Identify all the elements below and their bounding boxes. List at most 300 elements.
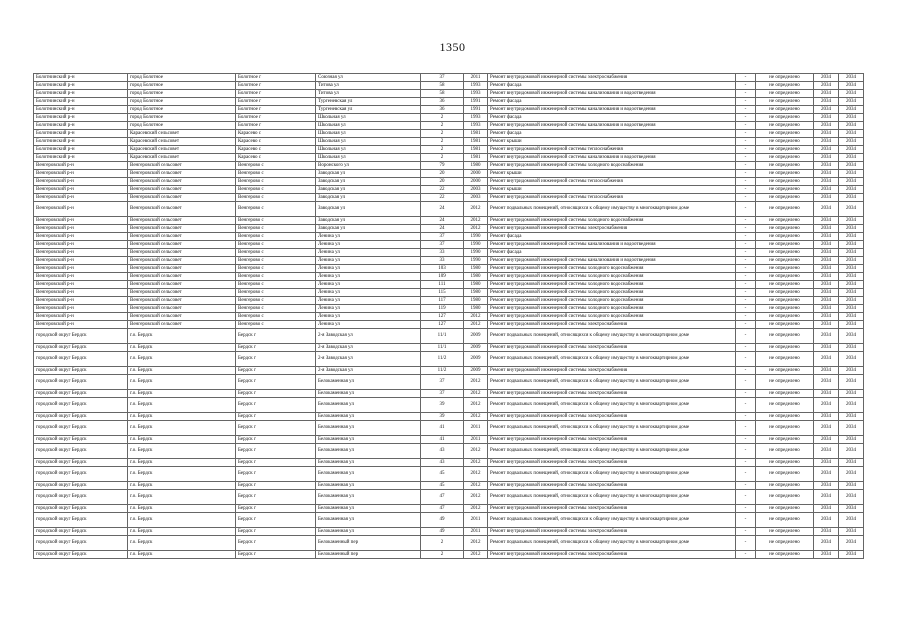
year-cell: 2000 bbox=[464, 178, 488, 186]
table-row bbox=[34, 241, 864, 249]
house-cell: 2 bbox=[421, 130, 464, 138]
year-from-cell: 2034 bbox=[814, 233, 839, 241]
municipality-cell: г.о. Бердск bbox=[128, 375, 236, 390]
year-from-cell: 2034 bbox=[814, 265, 839, 273]
dash-cell: - bbox=[736, 352, 756, 367]
street-cell: Белокаменная ул bbox=[316, 459, 421, 467]
street-cell: Ленина ул bbox=[316, 289, 421, 297]
district-cell: Венгеровский р-н bbox=[34, 321, 128, 329]
house-cell: 41 bbox=[421, 421, 464, 436]
year-from-cell: 2034 bbox=[814, 281, 839, 289]
table-row bbox=[34, 313, 864, 321]
year-to-cell: 2034 bbox=[839, 329, 864, 344]
settlement-cell: Бердск г bbox=[236, 482, 316, 490]
year-cell: 1981 bbox=[464, 138, 488, 146]
dash-cell: - bbox=[736, 321, 756, 329]
status-cell: не определено bbox=[756, 436, 814, 444]
work-type-cell: Ремонт внутридомовой инженерной системы холодного водоснабжения bbox=[488, 281, 736, 289]
work-type-cell: Ремонт внутридомовой инженерной системы холодного водоснабжения bbox=[488, 305, 736, 313]
year-to-cell: 2034 bbox=[839, 421, 864, 436]
status-cell: не определено bbox=[756, 194, 814, 202]
table-row bbox=[34, 375, 864, 390]
year-to-cell: 2034 bbox=[839, 305, 864, 313]
settlement-cell: Бердск г bbox=[236, 444, 316, 459]
table-row bbox=[34, 178, 864, 186]
settlement-cell: Венгерово с bbox=[236, 170, 316, 178]
settlement-cell: Болотное г bbox=[236, 114, 316, 122]
settlement-cell: Венгерово с bbox=[236, 273, 316, 281]
municipality-cell: Венгеровский сельсовет bbox=[128, 194, 236, 202]
page-number: 1350 bbox=[439, 40, 466, 54]
street-cell: Заводская ул bbox=[316, 194, 421, 202]
year-cell: 1980 bbox=[464, 281, 488, 289]
work-type-cell: Ремонт внутридомовой инженерной системы канализования и водоотведения bbox=[488, 241, 736, 249]
status-cell: не определено bbox=[756, 249, 814, 257]
settlement-cell: Карасево с bbox=[236, 154, 316, 162]
year-to-cell: 2034 bbox=[839, 436, 864, 444]
dash-cell: - bbox=[736, 305, 756, 313]
street-cell: Титова ул bbox=[316, 82, 421, 90]
year-from-cell: 2034 bbox=[814, 106, 839, 114]
settlement-cell: Венгерово с bbox=[236, 249, 316, 257]
municipality-cell: город Болотное bbox=[128, 106, 236, 114]
year-from-cell: 2034 bbox=[814, 459, 839, 467]
year-cell: 2012 bbox=[464, 490, 488, 505]
status-cell: не определено bbox=[756, 482, 814, 490]
house-cell: 24 bbox=[421, 225, 464, 233]
status-cell: не определено bbox=[756, 413, 814, 421]
table-row bbox=[34, 82, 864, 90]
district-cell: городской округ Бердск bbox=[34, 329, 128, 344]
district-cell: Венгеровский р-н bbox=[34, 281, 128, 289]
district-cell: Венгеровский р-н bbox=[34, 186, 128, 194]
table-row bbox=[34, 352, 864, 367]
street-cell: Школьная ул bbox=[316, 154, 421, 162]
year-from-cell: 2034 bbox=[814, 194, 839, 202]
dash-cell: - bbox=[736, 114, 756, 122]
settlement-cell: Бердск г bbox=[236, 467, 316, 482]
municipality-cell: Венгеровский сельсовет bbox=[128, 265, 236, 273]
year-cell: 1991 bbox=[464, 98, 488, 106]
street-cell: Белокаменная ул bbox=[316, 513, 421, 528]
year-from-cell: 2034 bbox=[814, 170, 839, 178]
dash-cell: - bbox=[736, 444, 756, 459]
dash-cell: - bbox=[736, 130, 756, 138]
year-to-cell: 2034 bbox=[839, 90, 864, 98]
table-row bbox=[34, 74, 864, 82]
year-from-cell: 2034 bbox=[814, 130, 839, 138]
year-from-cell: 2034 bbox=[814, 186, 839, 194]
year-from-cell: 2034 bbox=[814, 444, 839, 459]
year-cell: 1980 bbox=[464, 162, 488, 170]
district-cell: городской округ Бердск bbox=[34, 444, 128, 459]
district-cell: Венгеровский р-н bbox=[34, 217, 128, 225]
year-to-cell: 2034 bbox=[839, 82, 864, 90]
year-to-cell: 2034 bbox=[839, 225, 864, 233]
street-cell: Тургеневская ул bbox=[316, 106, 421, 114]
status-cell: не определено bbox=[756, 257, 814, 265]
table-row bbox=[34, 490, 864, 505]
year-cell: 2012 bbox=[464, 444, 488, 459]
dash-cell: - bbox=[736, 528, 756, 536]
municipality-cell: город Болотное bbox=[128, 90, 236, 98]
dash-cell: - bbox=[736, 329, 756, 344]
year-to-cell: 2034 bbox=[839, 265, 864, 273]
year-to-cell: 2034 bbox=[839, 313, 864, 321]
dash-cell: - bbox=[736, 551, 756, 559]
work-type-cell: Ремонт внутридомовой инженерной системы холодного водоснабжения bbox=[488, 265, 736, 273]
work-type-cell: Ремонт внутридомовой инженерной системы теплоснабжения bbox=[488, 178, 736, 186]
year-from-cell: 2034 bbox=[814, 490, 839, 505]
dash-cell: - bbox=[736, 289, 756, 297]
table-row bbox=[34, 194, 864, 202]
district-cell: Венгеровский р-н bbox=[34, 194, 128, 202]
municipality-cell: г.о. Бердск bbox=[128, 421, 236, 436]
year-to-cell: 2034 bbox=[839, 390, 864, 398]
district-cell: городской округ Бердск bbox=[34, 398, 128, 413]
year-to-cell: 2034 bbox=[839, 513, 864, 528]
year-cell: 1993 bbox=[464, 82, 488, 90]
year-cell: 1993 bbox=[464, 114, 488, 122]
work-type-cell: Ремонт внутридомовой инженерной системы холодного водоснабжения bbox=[488, 289, 736, 297]
table-row bbox=[34, 329, 864, 344]
district-cell: Болотнинский р-н bbox=[34, 98, 128, 106]
year-to-cell: 2034 bbox=[839, 398, 864, 413]
dash-cell: - bbox=[736, 249, 756, 257]
district-cell: Венгеровский р-н bbox=[34, 241, 128, 249]
dash-cell: - bbox=[736, 225, 756, 233]
table-row bbox=[34, 390, 864, 398]
year-cell: 1993 bbox=[464, 90, 488, 98]
settlement-cell: Болотное г bbox=[236, 90, 316, 98]
settlement-cell: Болотное г bbox=[236, 106, 316, 114]
district-cell: Венгеровский р-н bbox=[34, 289, 128, 297]
year-to-cell: 2034 bbox=[839, 130, 864, 138]
work-type-cell: Ремонт внутридомовой инженерной системы электроснабжения bbox=[488, 74, 736, 82]
table-row bbox=[34, 281, 864, 289]
repair-registry-table bbox=[33, 73, 864, 559]
status-cell: не определено bbox=[756, 367, 814, 375]
year-cell: 2012 bbox=[464, 225, 488, 233]
municipality-cell: г.о. Бердск bbox=[128, 490, 236, 505]
street-cell: Заводская ул bbox=[316, 170, 421, 178]
year-from-cell: 2034 bbox=[814, 313, 839, 321]
work-type-cell: Ремонт крыши bbox=[488, 170, 736, 178]
settlement-cell: Карасево с bbox=[236, 138, 316, 146]
district-cell: городской округ Бердск bbox=[34, 528, 128, 536]
dash-cell: - bbox=[736, 82, 756, 90]
table-body bbox=[34, 74, 864, 559]
year-from-cell: 2034 bbox=[814, 138, 839, 146]
year-to-cell: 2034 bbox=[839, 467, 864, 482]
year-to-cell: 2034 bbox=[839, 122, 864, 130]
house-cell: 37 bbox=[421, 233, 464, 241]
street-cell: Белокаменная ул bbox=[316, 421, 421, 436]
district-cell: городской округ Бердск bbox=[34, 352, 128, 367]
house-cell: 39 bbox=[421, 398, 464, 413]
status-cell: не определено bbox=[756, 536, 814, 551]
house-cell: 43 bbox=[421, 444, 464, 459]
municipality-cell: г.о. Бердск bbox=[128, 513, 236, 528]
municipality-cell: Венгеровский сельсовет bbox=[128, 289, 236, 297]
district-cell: Болотнинский р-н bbox=[34, 90, 128, 98]
status-cell: не определено bbox=[756, 513, 814, 528]
district-cell: Венгеровский р-н bbox=[34, 313, 128, 321]
district-cell: Болотнинский р-н bbox=[34, 154, 128, 162]
street-cell: Белокаменный пер bbox=[316, 536, 421, 551]
year-from-cell: 2034 bbox=[814, 375, 839, 390]
settlement-cell: Венгерово с bbox=[236, 233, 316, 241]
house-cell: 24 bbox=[421, 217, 464, 225]
table-row bbox=[34, 249, 864, 257]
dash-cell: - bbox=[736, 482, 756, 490]
dash-cell: - bbox=[736, 178, 756, 186]
status-cell: не определено bbox=[756, 106, 814, 114]
house-cell: 39 bbox=[421, 413, 464, 421]
settlement-cell: Бердск г bbox=[236, 536, 316, 551]
year-cell: 1991 bbox=[464, 106, 488, 114]
status-cell: не определено bbox=[756, 241, 814, 249]
year-from-cell: 2034 bbox=[814, 321, 839, 329]
municipality-cell: Венгеровский сельсовет bbox=[128, 178, 236, 186]
district-cell: городской округ Бердск bbox=[34, 482, 128, 490]
house-cell: 117 bbox=[421, 297, 464, 305]
street-cell: 2-я Заводская ул bbox=[316, 367, 421, 375]
year-cell: 2012 bbox=[464, 375, 488, 390]
street-cell: Заводская ул bbox=[316, 217, 421, 225]
settlement-cell: Венгерово с bbox=[236, 281, 316, 289]
year-from-cell: 2034 bbox=[814, 122, 839, 130]
house-cell: 37 bbox=[421, 241, 464, 249]
year-cell: 1980 bbox=[464, 273, 488, 281]
municipality-cell: г.о. Бердск bbox=[128, 436, 236, 444]
year-from-cell: 2034 bbox=[814, 154, 839, 162]
municipality-cell: Венгеровский сельсовет bbox=[128, 305, 236, 313]
status-cell: не определено bbox=[756, 154, 814, 162]
dash-cell: - bbox=[736, 233, 756, 241]
work-type-cell: Ремонт внутридомовой инженерной системы электроснабжения bbox=[488, 551, 736, 559]
settlement-cell: Венгерово с bbox=[236, 225, 316, 233]
municipality-cell: г.о. Бердск bbox=[128, 551, 236, 559]
status-cell: не определено bbox=[756, 82, 814, 90]
year-to-cell: 2034 bbox=[839, 202, 864, 217]
status-cell: не определено bbox=[756, 375, 814, 390]
year-from-cell: 2034 bbox=[814, 467, 839, 482]
settlement-cell: Бердск г bbox=[236, 367, 316, 375]
municipality-cell: г.о. Бердск bbox=[128, 505, 236, 513]
year-cell: 2012 bbox=[464, 536, 488, 551]
municipality-cell: г.о. Бердск bbox=[128, 367, 236, 375]
year-to-cell: 2034 bbox=[839, 257, 864, 265]
house-cell: 127 bbox=[421, 313, 464, 321]
dash-cell: - bbox=[736, 398, 756, 413]
municipality-cell: Венгеровский сельсовет bbox=[128, 186, 236, 194]
district-cell: городской округ Бердск bbox=[34, 551, 128, 559]
district-cell: городской округ Бердск bbox=[34, 513, 128, 528]
year-to-cell: 2034 bbox=[839, 375, 864, 390]
street-cell: Титова ул bbox=[316, 90, 421, 98]
year-cell: 1990 bbox=[464, 241, 488, 249]
district-cell: городской округ Бердск bbox=[34, 375, 128, 390]
year-cell: 2009 bbox=[464, 344, 488, 352]
street-cell: Школьная ул bbox=[316, 130, 421, 138]
district-cell: городской округ Бердск bbox=[34, 367, 128, 375]
street-cell: Союзная ул bbox=[316, 74, 421, 82]
district-cell: Болотнинский р-н bbox=[34, 138, 128, 146]
district-cell: Венгеровский р-н bbox=[34, 265, 128, 273]
year-cell: 2003 bbox=[464, 194, 488, 202]
district-cell: Венгеровский р-н bbox=[34, 202, 128, 217]
municipality-cell: г.о. Бердск bbox=[128, 352, 236, 367]
year-cell: 1990 bbox=[464, 233, 488, 241]
table-row bbox=[34, 217, 864, 225]
dash-cell: - bbox=[736, 98, 756, 106]
district-cell: Болотнинский р-н bbox=[34, 82, 128, 90]
year-cell: 2012 bbox=[464, 459, 488, 467]
work-type-cell: Ремонт подвальных помещений, относящихся к общему имуществу в многоквартирном доме bbox=[488, 490, 736, 505]
year-from-cell: 2034 bbox=[814, 413, 839, 421]
year-to-cell: 2034 bbox=[839, 178, 864, 186]
house-cell: 103 bbox=[421, 265, 464, 273]
dash-cell: - bbox=[736, 241, 756, 249]
street-cell: Белокаменная ул bbox=[316, 413, 421, 421]
street-cell: Ленина ул bbox=[316, 321, 421, 329]
settlement-cell: Венгерово с bbox=[236, 217, 316, 225]
municipality-cell: Венгеровский сельсовет bbox=[128, 321, 236, 329]
settlement-cell: Бердск г bbox=[236, 398, 316, 413]
settlement-cell: Карасево с bbox=[236, 130, 316, 138]
year-to-cell: 2034 bbox=[839, 186, 864, 194]
status-cell: не определено bbox=[756, 459, 814, 467]
status-cell: не определено bbox=[756, 313, 814, 321]
table-row bbox=[34, 344, 864, 352]
status-cell: не определено bbox=[756, 74, 814, 82]
status-cell: не определено bbox=[756, 146, 814, 154]
house-cell: 2 bbox=[421, 154, 464, 162]
work-type-cell: Ремонт подвальных помещений, относящихся к общему имуществу в многоквартирном доме bbox=[488, 352, 736, 367]
dash-cell: - bbox=[736, 202, 756, 217]
year-from-cell: 2034 bbox=[814, 90, 839, 98]
street-cell: Белокаменная ул bbox=[316, 436, 421, 444]
district-cell: Болотнинский р-н bbox=[34, 114, 128, 122]
year-from-cell: 2034 bbox=[814, 273, 839, 281]
year-from-cell: 2034 bbox=[814, 390, 839, 398]
year-from-cell: 2034 bbox=[814, 82, 839, 90]
house-cell: 37 bbox=[421, 390, 464, 398]
year-cell: 2011 bbox=[464, 74, 488, 82]
year-from-cell: 2034 bbox=[814, 551, 839, 559]
house-cell: 58 bbox=[421, 90, 464, 98]
year-to-cell: 2034 bbox=[839, 114, 864, 122]
district-cell: Венгеровский р-н bbox=[34, 162, 128, 170]
year-to-cell: 2034 bbox=[839, 505, 864, 513]
table-row bbox=[34, 98, 864, 106]
year-from-cell: 2034 bbox=[814, 241, 839, 249]
house-cell: 49 bbox=[421, 513, 464, 528]
year-to-cell: 2034 bbox=[839, 551, 864, 559]
municipality-cell: Венгеровский сельсовет bbox=[128, 233, 236, 241]
street-cell: Ленина ул bbox=[316, 265, 421, 273]
table-row bbox=[34, 138, 864, 146]
settlement-cell: Бердск г bbox=[236, 528, 316, 536]
district-cell: городской округ Бердск bbox=[34, 467, 128, 482]
year-from-cell: 2034 bbox=[814, 344, 839, 352]
municipality-cell: г.о. Бердск bbox=[128, 444, 236, 459]
dash-cell: - bbox=[736, 217, 756, 225]
status-cell: не определено bbox=[756, 162, 814, 170]
year-from-cell: 2034 bbox=[814, 146, 839, 154]
house-cell: 11/1 bbox=[421, 344, 464, 352]
street-cell: 2-я Заводская ул bbox=[316, 344, 421, 352]
table-row bbox=[34, 421, 864, 436]
municipality-cell: г.о. Бердск bbox=[128, 413, 236, 421]
district-cell: Венгеровский р-н bbox=[34, 305, 128, 313]
work-type-cell: Ремонт внутридомовой инженерной системы холодного водоснабжения bbox=[488, 217, 736, 225]
year-from-cell: 2034 bbox=[814, 436, 839, 444]
work-type-cell: Ремонт внутридомовой инженерной системы теплоснабжения bbox=[488, 146, 736, 154]
dash-cell: - bbox=[736, 297, 756, 305]
municipality-cell: Карасевский сельсовет bbox=[128, 154, 236, 162]
municipality-cell: Венгеровский сельсовет bbox=[128, 313, 236, 321]
work-type-cell: Ремонт подвальных помещений, относящихся к общему имуществу в многоквартирном доме bbox=[488, 329, 736, 344]
house-cell: 45 bbox=[421, 482, 464, 490]
work-type-cell: Ремонт внутридомовой инженерной системы электроснабжения bbox=[488, 528, 736, 536]
street-cell: Белокаменная ул bbox=[316, 505, 421, 513]
year-to-cell: 2034 bbox=[839, 154, 864, 162]
status-cell: не определено bbox=[756, 90, 814, 98]
year-from-cell: 2034 bbox=[814, 398, 839, 413]
dash-cell: - bbox=[736, 367, 756, 375]
district-cell: городской округ Бердск bbox=[34, 390, 128, 398]
year-cell: 1980 bbox=[464, 297, 488, 305]
year-from-cell: 2034 bbox=[814, 202, 839, 217]
year-to-cell: 2034 bbox=[839, 536, 864, 551]
table-row bbox=[34, 90, 864, 98]
district-cell: Болотнинский р-н bbox=[34, 146, 128, 154]
year-cell: 2012 bbox=[464, 202, 488, 217]
dash-cell: - bbox=[736, 467, 756, 482]
status-cell: не определено bbox=[756, 233, 814, 241]
table-row bbox=[34, 513, 864, 528]
settlement-cell: Венгерово с bbox=[236, 202, 316, 217]
work-type-cell: Ремонт подвальных помещений, относящихся к общему имуществу в многоквартирном доме bbox=[488, 202, 736, 217]
table-row bbox=[34, 444, 864, 459]
dash-cell: - bbox=[736, 421, 756, 436]
municipality-cell: Венгеровский сельсовет bbox=[128, 241, 236, 249]
year-cell: 2009 bbox=[464, 329, 488, 344]
table-row bbox=[34, 536, 864, 551]
work-type-cell: Ремонт подвальных помещений, относящихся к общему имуществу в многоквартирном доме bbox=[488, 444, 736, 459]
year-cell: 2009 bbox=[464, 352, 488, 367]
street-cell: Школьная ул bbox=[316, 146, 421, 154]
year-to-cell: 2034 bbox=[839, 528, 864, 536]
table-row bbox=[34, 413, 864, 421]
work-type-cell: Ремонт фасада bbox=[488, 114, 736, 122]
settlement-cell: Венгерово с bbox=[236, 297, 316, 305]
year-cell: 1980 bbox=[464, 289, 488, 297]
municipality-cell: г.о. Бердск bbox=[128, 467, 236, 482]
street-cell: Школьная ул bbox=[316, 138, 421, 146]
settlement-cell: Венгерово с bbox=[236, 305, 316, 313]
house-cell: 20 bbox=[421, 170, 464, 178]
house-cell: 79 bbox=[421, 162, 464, 170]
dash-cell: - bbox=[736, 490, 756, 505]
settlement-cell: Бердск г bbox=[236, 490, 316, 505]
house-cell: 24 bbox=[421, 202, 464, 217]
year-cell: 2012 bbox=[464, 551, 488, 559]
year-cell: 2000 bbox=[464, 170, 488, 178]
table-row bbox=[34, 305, 864, 313]
